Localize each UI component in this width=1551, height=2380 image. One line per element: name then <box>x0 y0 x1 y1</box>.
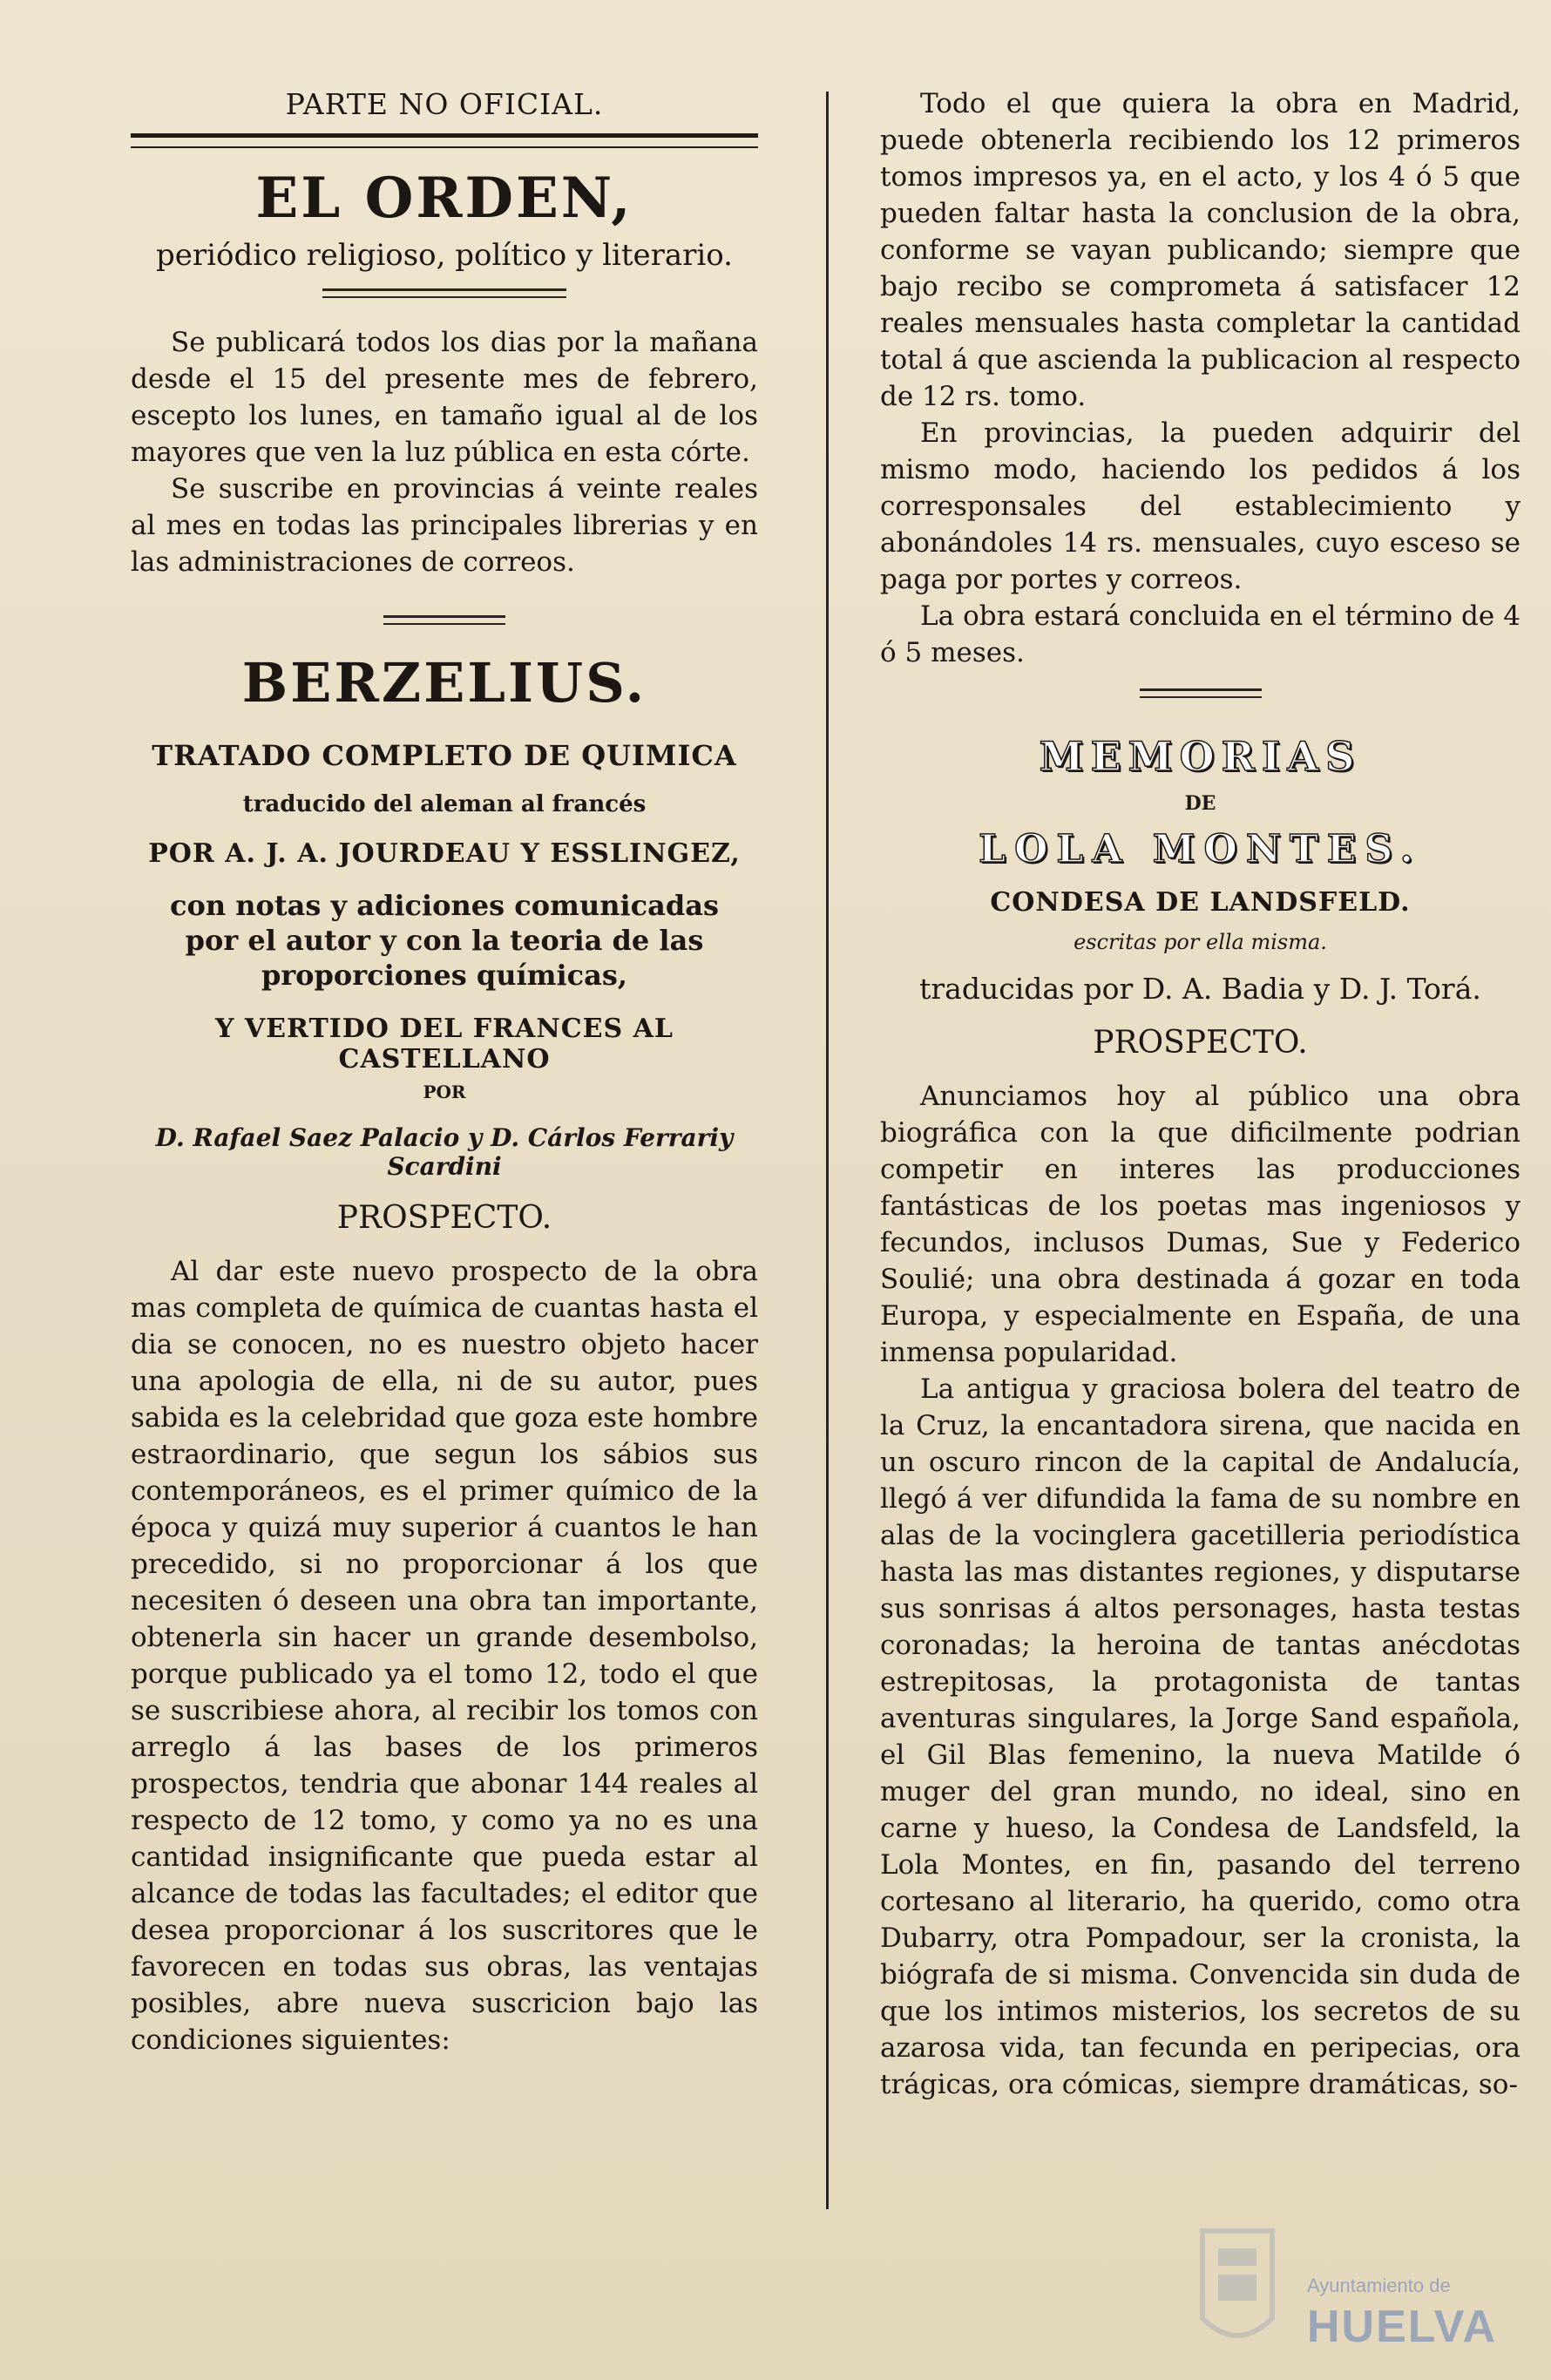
notes-line: con notas y adiciones comunicadas por el autor y con la teoria de las proporciones químicas, <box>170 889 719 992</box>
masthead-title: EL ORDEN, <box>255 166 633 231</box>
watermark-line2: HUELVA <box>1307 2302 1498 2352</box>
divider-rule <box>322 288 566 298</box>
book-title: BERZELIUS. <box>241 651 647 715</box>
column-divider <box>826 92 829 2209</box>
watermark-line1: Ayuntamiento de <box>1307 2275 1451 2296</box>
memorias-title: MEMORIAS <box>1039 733 1362 780</box>
prospecto-paragraph: Anunciamos hoy al público una obra biográfica con la que dificilmente podrian competir en interes las producciones fantásticas de los poetas mas ingeniosos y fecundos, inclusos Dumas, Sue y Federico Soulié; una obra destinada á gozar en toda Europa, y especialmente en España, de una inmensa popularidad. <box>880 1081 1521 1368</box>
masthead-subtitle: periódico religioso, político y literario. <box>156 238 733 273</box>
divider-rule <box>383 615 505 625</box>
lola-title: LOLA MONTES. <box>979 827 1422 871</box>
de-label: DE <box>1184 792 1216 815</box>
prospecto-paragraph: La antigua y graciosa bolera del teatro de la Cruz, la encantadora sirena, que nacida en un oscuro rincon de la capital de Andalucía, llegó á ver difundida la fama de su nombre en alas de la vocinglera gacetilleria periodística hasta las mas distantes regiones, y disputarse sus sonrisas á altos personages, hasta testas coronadas; la heroina de tantas anécdotas estrepitosas, la protagonista de tantas aventuras singulares, la Jorge Sand española, el Gil Blas femenino, la nueva Matilde ó muger del gran mundo, no ideal, sino en carne y hueso, la Condesa de Landsfeld, la Lola Montes, en fin, pasando del terreno cortesano al literario, ha querido, como otra Dubarry, otra Pompadour, ser la cronista, la biógrafa de si misma. Convencida sin duda de que los intimos misterios, los secretos de su azarosa vida, tan fecunda en peripecias, ora trágicas, ora cómicas, siempre dramáticas, so- <box>880 1373 1521 2100</box>
prospecto-heading: PROSPECTO. <box>1093 1025 1308 1061</box>
escritas-line: escritas por ella misma. <box>1074 930 1327 954</box>
traducidas-line: traducidas por D. A. Badia y D. J. Torá. <box>919 972 1481 1006</box>
continuation-paragraph: En provincias, la pueden adquirir del mismo modo, haciendo los pedidos á los corresponsales del establecimiento y abonándoles 14 rs. mensuales, cuyo esceso se paga por portes y correos. <box>880 417 1521 595</box>
translators-fr: POR A. J. A. JOURDEAU Y ESSLINGEZ, <box>148 838 741 869</box>
condesa-line: CONDESA DE LANDSFELD. <box>990 887 1411 918</box>
prospecto-heading: PROSPECTO. <box>336 1200 552 1236</box>
translated-from: traducido del aleman al francés <box>242 791 647 817</box>
prospecto-body: Al dar este nuevo prospecto de la obra mas completa de química de cuantas hasta el dia se conocen, no es nuestro objeto hacer una apologia de ella, ni de su autor, pues sabida es la celebridad que goza este hombre estraordinario, que segun los sábios sus contemporáneos, es el primer químico de la época y quizá muy superior á cuantos le han precedido, si no proporcionar á los que necesiten ó deseen una obra tan importante, obtenerla sin hacer un grande desembolso, porque publicado ya el tomo 12, todo el que se suscribiese ahora, al recibir los tomos con arreglo á las bases de los primeros prospectos, tendria que abonar 144 reales al respecto de 12 tomo, y como ya no es una cantidad insignificante que pueda estar al alcance de todas las facultades; el editor que desea proporcionar á los suscritores que le favorecen en todas sus obras, las ventajas posibles, abre nueva suscricion bajo las condiciones siguientes: <box>131 1256 758 2056</box>
divider-rule <box>1140 688 1262 698</box>
notice-paragraph: Se suscribe en provincias á veinte reales al mes en todas las principales librerias y en las administraciones de correos. <box>131 473 758 578</box>
right-column <box>880 70 1521 2103</box>
section-heading: PARTE NO OFICIAL. <box>285 87 604 121</box>
por-label: POR <box>423 1082 466 1102</box>
continuation-paragraph: Todo el que quiera la obra en Madrid, puede obtenerla recibiendo los 12 primeros tomos impresos ya, en el acto, y los 4 ó 5 que pueden faltar hasta la conclusion de la obra, conforme se vayan publicando; siempre que bajo recibo se comprometa á satisfacer 12 reales mensuales hasta completar la cantidad total á que ascienda la publicacion al respecto de 12 rs. tomo. <box>880 88 1521 412</box>
translated-es: Y VERTIDO DEL FRANCES AL CASTELLANO <box>215 1014 674 1075</box>
book-subtitle: TRATADO COMPLETO DE QUIMICA <box>152 739 737 772</box>
translators-es: D. Rafael Saez Palacio y D. Cárlos Ferrariy Scardini <box>155 1123 734 1181</box>
double-rule <box>131 133 758 148</box>
notice-paragraph: Se publicará todos los dias por la mañana desde el 15 del presente mes de febrero, escepto los lunes, en tamaño igual al de los mayores que ven la luz pública en esta córte. <box>131 327 758 468</box>
left-column <box>131 70 758 2058</box>
continuation-paragraph: La obra estará concluida en el término de 4 ó 5 meses. <box>880 600 1521 668</box>
